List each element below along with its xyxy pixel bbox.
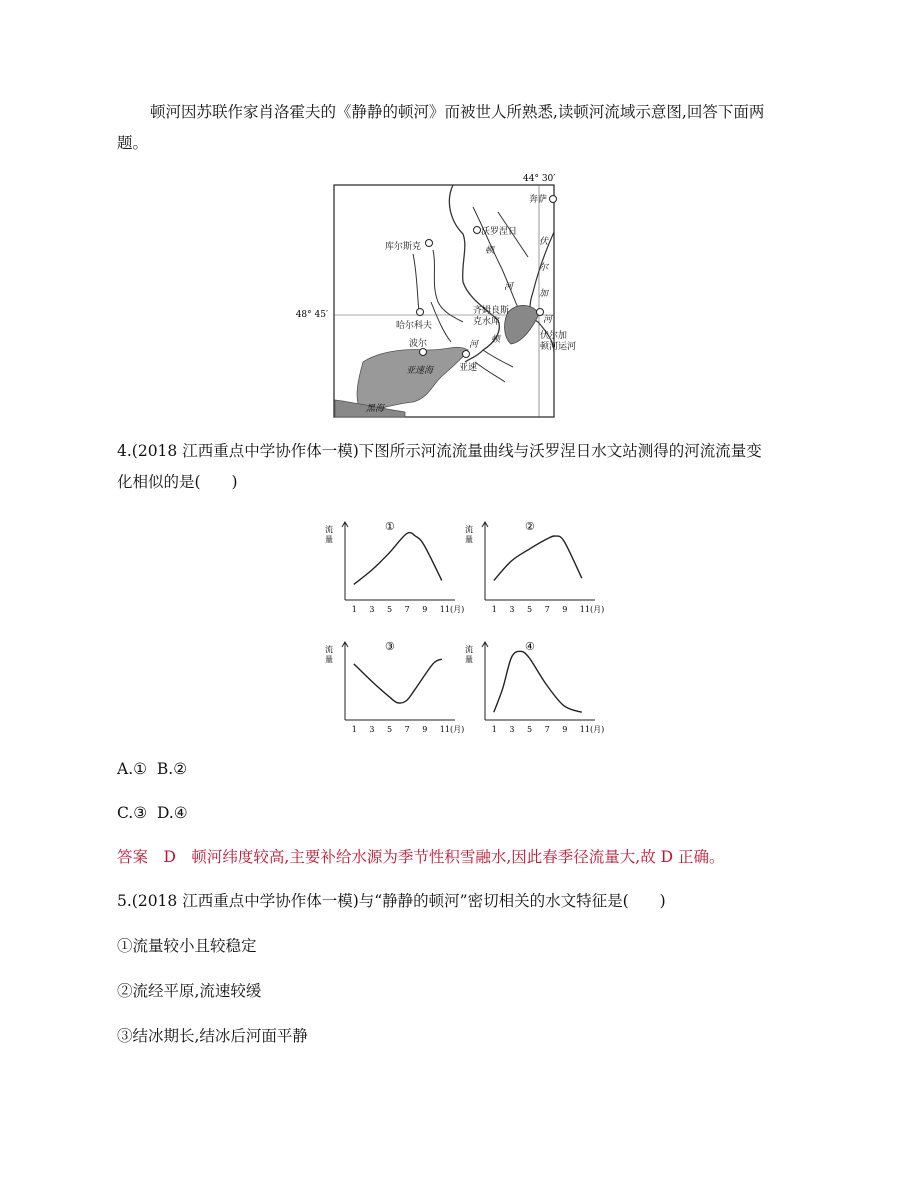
chart-title: ②	[525, 520, 535, 533]
option-b[interactable]: B.②	[156, 760, 188, 778]
x-tick-label: 7	[544, 725, 550, 734]
chart-2-svg	[463, 510, 608, 615]
x-tick-label: 7	[404, 725, 410, 734]
x-tick-label: 9	[562, 605, 568, 614]
y-label-char: 流	[325, 525, 333, 534]
label-volga-4: 河	[543, 315, 553, 325]
label-volga-2: 尔	[539, 263, 549, 273]
flow-curve	[354, 659, 442, 703]
y-label-char: 量	[325, 655, 333, 664]
x-tick-label: 9	[422, 605, 428, 614]
label-azov-city: 亚速	[459, 363, 478, 373]
x-tick-label: 5	[387, 725, 393, 734]
intro-line-2: 题。	[117, 134, 149, 152]
label-canal-2: 顿河运河	[540, 342, 577, 352]
x-tick-label: 9	[422, 725, 428, 734]
label-tsim-2: 克水库	[473, 317, 501, 327]
x-tick-label: 11(月)	[579, 605, 605, 614]
x-tick-label: 9	[562, 725, 568, 734]
chart-1-svg	[323, 510, 468, 615]
answer-line: 答案 D 顿河纬度较高,主要补给水源为季节性积雪融水,因此春季径流量大,故 D 正确。	[117, 848, 725, 866]
label-pensa: 奔萨	[529, 195, 548, 205]
label-kharkov: 哈尔科夫	[396, 321, 433, 331]
label-he-1: 河	[504, 282, 514, 292]
label-kursk: 库尔斯克	[385, 242, 422, 252]
x-tick-label: 1	[491, 605, 497, 614]
option-a[interactable]: A.①	[117, 760, 148, 778]
voronezh-marker	[474, 227, 481, 234]
x-tick-label: 11(月)	[439, 605, 465, 614]
x-tick-label: 3	[509, 605, 515, 614]
chart-title: ①	[385, 520, 395, 533]
chart-4-svg	[463, 630, 608, 735]
chart-3	[323, 630, 468, 739]
x-tick-label: 11(月)	[579, 725, 605, 734]
don-basin-map	[295, 172, 577, 418]
label-dun-1: 顿	[485, 246, 495, 256]
label-bol: 波尔	[409, 339, 428, 349]
q5-option-1: ①流量较小且较稳定	[117, 937, 257, 955]
x-tick-label: 3	[509, 725, 515, 734]
label-dun-2: 顿	[491, 335, 501, 345]
x-tick-label: 3	[369, 605, 375, 614]
label-voronezh: 沃罗涅日	[481, 227, 518, 237]
y-label-char: 流	[325, 645, 333, 654]
x-tick-label: 5	[527, 605, 533, 614]
chart-2	[463, 510, 608, 619]
label-volga-3: 加	[539, 289, 549, 299]
label-he-2: 河	[469, 340, 479, 350]
x-tick-label: 3	[369, 725, 375, 734]
pensa-marker	[550, 196, 557, 203]
x-tick-label: 1	[351, 605, 357, 614]
chart-3-svg	[323, 630, 468, 735]
azov-marker	[463, 351, 470, 358]
q4-line-1: 4.(2018 江西重点中学协作体一模)下图所示河流流量曲线与沃罗涅日水文站测得的河流流量变	[117, 442, 762, 460]
y-label-char: 量	[465, 535, 473, 544]
chart-title: ③	[385, 640, 395, 653]
label-black-sea: 黑海	[366, 404, 385, 414]
label-volga-1: 伏	[539, 237, 549, 247]
q5-option-3: ③结冰期长,结冰后河面平静	[117, 1027, 308, 1045]
x-tick-label: 7	[544, 605, 550, 614]
bol-marker	[420, 349, 427, 356]
q4-line-2: 化相似的是( )	[117, 473, 238, 491]
kursk-marker	[426, 240, 433, 247]
q5-stem: 5.(2018 江西重点中学协作体一模)与“静静的顿河”密切相关的水文特征是( )	[117, 892, 666, 910]
label-tsim-1: 齐姆良斯	[473, 306, 510, 316]
intro-line-1: 顿河因苏联作家肖洛霍夫的《静静的顿河》而被世人所熟悉,读顿河流域示意图,回答下面两	[150, 103, 765, 121]
label-azov-sea: 亚速海	[406, 366, 434, 376]
x-tick-label: 11(月)	[439, 725, 465, 734]
option-d[interactable]: D.④	[157, 804, 188, 822]
chart-4	[463, 630, 608, 739]
x-tick-label: 1	[491, 725, 497, 734]
lon-label: 44° 30′	[523, 174, 556, 184]
flow-curve	[354, 533, 442, 585]
x-tick-label: 5	[387, 605, 393, 614]
flow-curve	[494, 651, 582, 712]
x-tick-label: 1	[351, 725, 357, 734]
x-tick-label: 5	[527, 725, 533, 734]
lat-label: 48° 45′	[295, 310, 328, 320]
q5-option-2: ②流经平原,流速较缓	[117, 982, 262, 1000]
chart-title: ④	[525, 640, 535, 653]
y-label-char: 量	[325, 535, 333, 544]
y-label-char: 量	[465, 655, 473, 664]
chart-1	[323, 510, 468, 619]
option-c[interactable]: C.③	[117, 804, 148, 822]
x-tick-label: 7	[404, 605, 410, 614]
options-row-2	[117, 802, 188, 824]
label-canal-1: 伏尔加	[540, 331, 568, 341]
y-label-char: 流	[465, 525, 473, 534]
y-label-char: 流	[465, 645, 473, 654]
flow-curve	[494, 536, 582, 581]
kharkov-marker	[417, 309, 424, 316]
options-row-1	[117, 758, 187, 780]
